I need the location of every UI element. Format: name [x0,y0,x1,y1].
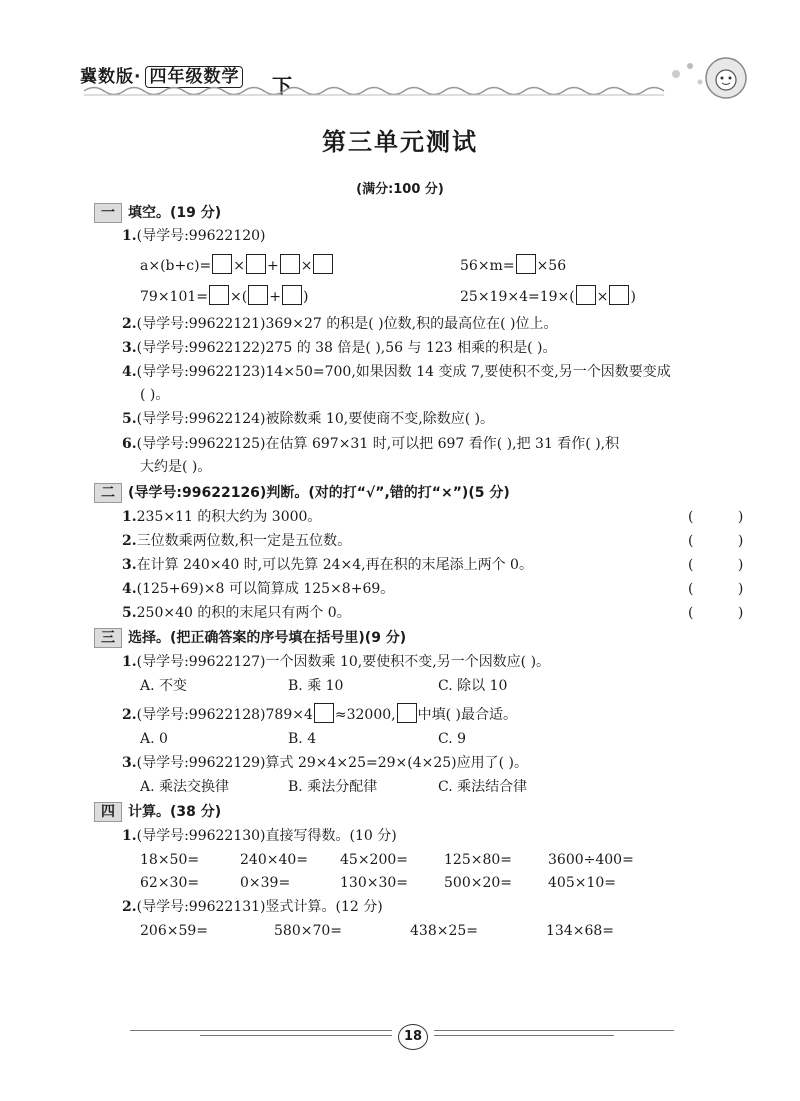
question-1-1 [122,226,266,246]
question-text: (导学号:99622127)一个因数乘 10,要使积不变,另一个因数应( )。 [136,654,551,670]
calc-question-1 [122,826,397,846]
answer-parentheses[interactable]: ( ) [688,581,764,597]
question-text: (导学号:99622129)算式 29×4×25=29×(4×25)应用了( )。 [136,755,528,771]
question-1-5 [122,409,494,429]
equation-text: + [267,258,279,274]
answer-box[interactable] [609,285,629,305]
equation-text: 56×m= [460,258,515,274]
section-badge: 二 [94,483,122,503]
section-4-heading [94,802,221,822]
question-number: 4. [122,364,137,380]
calc-item: 125×80= [444,852,512,868]
page-title: 第三单元测试 [322,128,478,156]
page-header [60,52,760,102]
section-3-heading [94,628,406,648]
equation-text: ) [302,289,309,305]
choice-option-b[interactable]: B. 乘 10 [288,678,344,694]
answer-box[interactable] [209,285,229,305]
question-number: 3. [122,557,137,573]
mascot-icon [656,52,752,102]
equation-text: 79×101= [140,289,208,305]
answer-box-reference [397,703,417,723]
question-number: 2. [122,899,137,915]
answer-box[interactable] [248,285,268,305]
equation-text: ) [630,289,636,305]
question-number: 2. [122,533,137,549]
calc-item: 405×10= [548,875,616,891]
judge-item-1 [122,507,321,527]
question-text: (导学号:99622130)直接写得数。(10 分) [136,828,397,844]
separator-dot: · [134,67,142,87]
question-number: 5. [122,605,137,621]
calc-item: 134×68= [546,923,614,939]
question-text: (导学号:99622120) [136,228,266,244]
calc-item: 18×50= [140,852,200,868]
question-number: 2. [122,316,137,332]
question-number: 1. [122,828,137,844]
choice-option-c[interactable]: C. 乘法结合律 [438,779,528,795]
answer-box[interactable] [282,285,302,305]
answer-box[interactable] [280,254,300,274]
choice-option-b[interactable]: B. 乘法分配律 [288,779,378,795]
calc-question-2 [122,897,383,917]
choice-option-c[interactable]: C. 9 [438,731,467,747]
calc-item: 3600÷400= [548,852,634,868]
section-1-heading [94,203,221,223]
question-text: 250×40 的积的末尾只有两个 0。 [136,605,351,621]
answer-box[interactable] [246,254,266,274]
answer-box[interactable] [212,254,232,274]
choice-option-a[interactable]: A. 乘法交换律 [140,779,230,795]
equation-25x19x4 [460,285,636,307]
calc-item: 45×200= [340,852,408,868]
answer-box[interactable] [313,254,333,274]
section-title: 填空。(19 分) [128,205,222,221]
question-number: 2. [122,707,137,723]
calc-item: 130×30= [340,875,408,891]
section-title: 选择。(把正确答案的序号填在括号里)(9 分) [128,630,407,646]
question-number: 5. [122,411,137,427]
section-badge: 一 [94,203,122,223]
grade-label: 四年级数学 [145,66,243,88]
question-text: (125+69)×8 可以简算成 125×8+69。 [136,581,395,597]
question-number: 6. [122,436,137,452]
calc-item: 580×70= [274,923,342,939]
question-1-4 [122,362,671,382]
question-number: 1. [122,509,137,525]
judge-item-5 [122,603,351,623]
question-text: (导学号:99622123)14×50=700,如果因数 14 变成 7,要使积不变,另一个因数要变成 [136,364,671,380]
equation-79x101 [140,285,308,307]
equation-text: 25×19×4=19×( [460,289,575,305]
question-text: 235×11 的积大约为 3000。 [136,509,322,525]
question-text: (导学号:99622131)竖式计算。(12 分) [136,899,383,915]
answer-parentheses[interactable]: ( ) [688,557,764,573]
calc-item: 206×59= [140,923,208,939]
judge-item-2 [122,531,351,551]
calc-item: 500×20= [444,875,512,891]
judge-item-3 [122,555,533,575]
judge-item-4 [122,579,394,599]
choice-option-b[interactable]: B. 4 [288,731,317,747]
calc-item: 240×40= [240,852,308,868]
question-text: (导学号:99622121)369×27 的积是( )位数,积的最高位在( )位上。 [136,316,558,332]
question-number: 4. [122,581,137,597]
answer-parentheses[interactable]: ( ) [688,605,764,621]
equation-text: × [596,289,609,305]
choice-question-1 [122,652,550,672]
question-1-4-cont: ( )。 [140,387,170,403]
footer-divider-right [434,1030,674,1031]
question-number: 3. [122,340,137,356]
edition-label: 冀数版 [80,67,134,87]
question-1-6-cont: 大约是( )。 [140,459,212,475]
header-wave-decoration [84,84,724,98]
choice-option-a[interactable]: A. 0 [140,731,168,747]
equation-text: × [233,258,245,274]
question-1-6 [122,434,619,454]
choice-option-c[interactable]: C. 除以 10 [438,678,508,694]
question-text: (导学号:99622128)789×4 [136,707,313,723]
equation-text: × [300,258,313,274]
question-text: 在计算 240×40 时,可以先算 24×4,再在积的末尾添上两个 0。 [136,557,533,573]
footer-divider-left [130,1030,392,1031]
calc-item: 0×39= [240,875,291,891]
answer-box[interactable] [576,285,596,305]
question-number: 1. [122,228,137,244]
equation-text: ×56 [536,258,567,274]
question-text: 三位数乘两位数,积一定是五位数。 [136,533,352,549]
equation-text: + [269,289,281,305]
footer-divider-right-2 [434,1035,614,1036]
page-number: 18 [398,1024,428,1050]
question-text: (导学号:99622122)275 的 38 倍是( ),56 与 123 相乘的积是( )。 [136,340,557,356]
choice-option-a[interactable]: A. 不变 [140,678,188,694]
section-badge: 三 [94,628,122,648]
full-score: (满分:100 分) [356,182,444,197]
footer-divider-left-2 [200,1035,392,1036]
answer-parentheses[interactable]: ( ) [688,509,764,525]
calc-item: 438×25= [410,923,478,939]
question-text: (导学号:99622125)在估算 697×31 时,可以把 697 看作( ),把 31 看作( ),积 [136,436,620,452]
question-number: 1. [122,654,137,670]
question-number: 3. [122,755,137,771]
equation-text: ×( [230,289,248,305]
section-title: 计算。(38 分) [128,804,222,820]
answer-box[interactable] [516,254,536,274]
question-text: ≈32000, [334,707,396,723]
section-badge: 四 [94,802,122,822]
equation-distributive [140,254,334,276]
choice-question-2 [122,703,517,725]
answer-parentheses[interactable]: ( ) [688,533,764,549]
question-text: 中填( )最合适。 [417,707,517,723]
volume-label: 下 [272,74,292,98]
section-title: (导学号:99622126)判断。(对的打“√”,错的打“×”)(5 分) [128,485,510,501]
question-1-2 [122,314,557,334]
section-2-heading [94,483,510,503]
question-text: (导学号:99622124)被除数乘 10,要使商不变,除数应( )。 [136,411,495,427]
question-1-3 [122,338,557,358]
answer-box[interactable] [314,703,334,723]
calc-item: 62×30= [140,875,200,891]
equation-text: a×(b+c)= [140,258,212,274]
equation-commutative [460,254,566,276]
choice-question-3 [122,753,528,773]
